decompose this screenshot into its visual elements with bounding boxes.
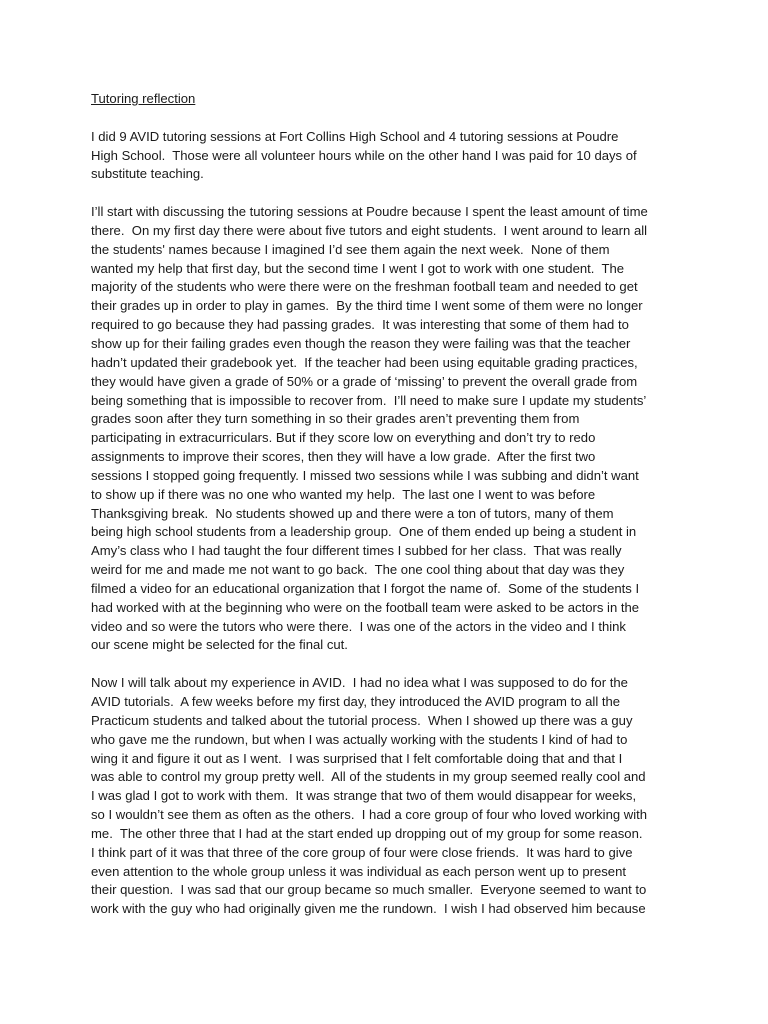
text-line: who gave me the rundown, but when I was actually working with the students I kind of had to <box>91 731 628 747</box>
text-line: majority of the students who were there were on the freshman football team and needed to get <box>91 279 638 295</box>
text-line: being high school students from a leadership group. One of them ended up being a student in <box>91 524 637 540</box>
text-line: so I wouldn’t see them as often as the others. I had a core group of four who loved working with <box>91 807 648 823</box>
text-line: sessions I stopped going frequently. I missed two sessions while I was subbing and didn’t want <box>91 467 639 483</box>
text-line: they would have given a grade of 50% or a grade of ‘missing’ to prevent the overall grade from <box>91 373 638 389</box>
text-line: filmed a video for an educational organization that I forgot the name of. Some of the students I <box>91 580 640 596</box>
text-line: grades soon after they turn something in so their grades aren’t preventing them from <box>91 411 580 427</box>
text-line: substitute teaching. <box>91 166 204 182</box>
text-line: participating in extracurriculars. But if they score low on everything and don’t try to redo <box>91 430 596 446</box>
paragraph-container <box>91 128 686 919</box>
text-line: hadn’t updated their gradebook yet. If the teacher had been using equitable grading practices, <box>91 354 638 370</box>
body-paragraph <box>91 128 686 185</box>
text-line: assignments to improve their scores, then they will have a low grade. After the first two <box>91 449 596 465</box>
text-line: Amy’s class who I had taught the four different times I subbed for her class. That was really <box>91 543 622 559</box>
text-line: video and so were the tutors who were there. I was one of the actors in the video and I think <box>91 618 626 634</box>
text-line: to show up if there was no one who wanted my help. The last one I went to was before <box>91 486 596 502</box>
text-line: I was glad I got to work with them. It was strange that two of them would disappear for weeks, <box>91 788 637 804</box>
text-line: show up for their failing grades even though the reason they were failing was that the teacher <box>91 335 631 351</box>
document-title: Tutoring reflection <box>91 91 196 106</box>
text-line: even attention to the whole group unless it was individual as each person went up to present <box>91 863 627 879</box>
text-line: there. On my first day there were about five tutors and eight students. I went around to learn all <box>91 222 648 238</box>
text-line: I’ll start with discussing the tutoring sessions at Poudre because I spent the least amount of time <box>91 204 648 220</box>
text-line: their grades up in order to play in games. By the third time I went some of them were no longer <box>91 298 643 314</box>
text-line: work with the guy who had originally given me the rundown. I wish I had observed him because <box>91 901 646 917</box>
text-line: required to go because they had passing grades. It was interesting that some of them had to <box>91 317 629 333</box>
text-line: had worked with at the beginning who were on the football team were asked to be actors in the <box>91 599 640 615</box>
text-line: wanted my help that first day, but the second time I went I got to work with one student. The <box>91 260 625 276</box>
text-line: wing it and figure it out as I went. I was surprised that I felt comfortable doing that and that I <box>91 750 623 766</box>
text-line: Thanksgiving break. No students showed up and there were a ton of tutors, many of them <box>91 505 614 521</box>
document-body <box>91 90 686 919</box>
text-line: the students' names because I imagined I’d see them again the next week. None of them <box>91 241 610 257</box>
text-line: I did 9 AVID tutoring sessions at Fort Collins High School and 4 tutoring sessions at Poudre <box>91 128 619 144</box>
text-line: their question. I was sad that our group became so much smaller. Everyone seemed to want to <box>91 882 647 898</box>
body-paragraph <box>91 674 686 919</box>
text-line: was able to control my group pretty well. All of the students in my group seemed really cool and <box>91 769 646 785</box>
text-line: Now I will talk about my experience in AVID. I had no idea what I was supposed to do for the <box>91 675 628 691</box>
text-line: High School. Those were all volunteer hours while on the other hand I was paid for 10 days of <box>91 147 637 163</box>
body-paragraph <box>91 203 686 655</box>
text-line: our scene might be selected for the final cut. <box>91 637 348 653</box>
text-line: being something that is impossible to recover from. I’ll need to make sure I update my students’ <box>91 392 647 408</box>
text-line: me. The other three that I had at the start ended up dropping out of my group for some reason. <box>91 825 643 841</box>
text-line: Practicum students and talked about the tutorial process. When I showed up there was a guy <box>91 712 633 728</box>
text-line: AVID tutorials. A few weeks before my first day, they introduced the AVID program to all the <box>91 694 621 709</box>
text-line: I think part of it was that three of the core group of four were close friends. It was hard to give <box>91 844 633 860</box>
text-line: weird for me and made me not want to go back. The one cool thing about that day was they <box>91 562 625 578</box>
